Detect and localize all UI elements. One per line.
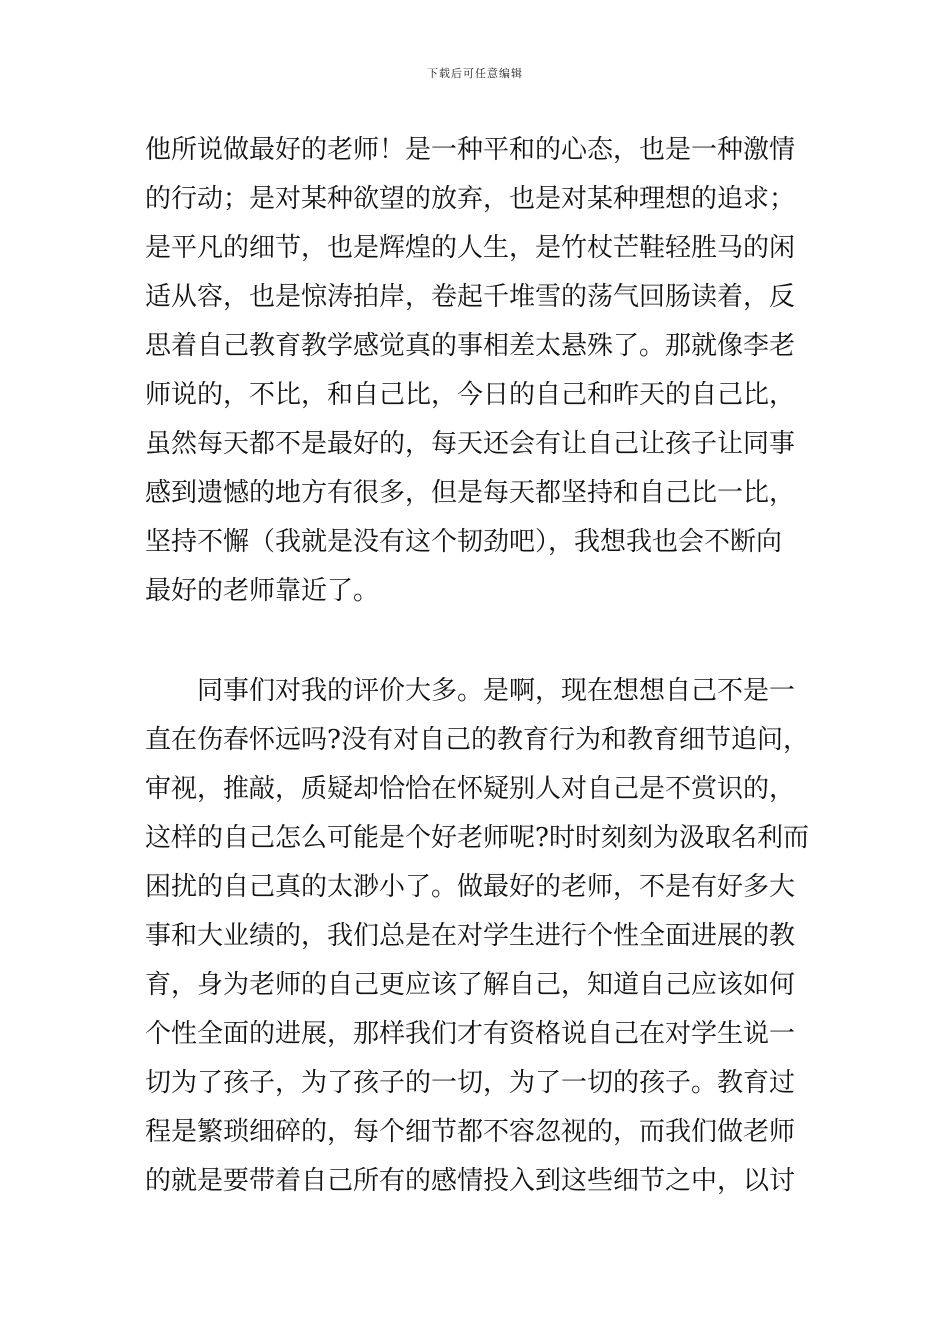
text-line: 的就是要带着自己所有的感情投入到这些细节之中，以讨 (145, 1166, 796, 1196)
text-line: 感到遗憾的地方有很多，但是每天都坚持和自己比一比， (145, 478, 796, 508)
text-line: 他所说做最好的老师！是一种平和的心态，也是一种激情 (145, 135, 796, 165)
text-line: 适从容，也是惊涛拍岸，卷起千堆雪的荡气回肠读着，反 (145, 282, 796, 312)
text-line: 事和大业绩的，我们总是在对学生进行个性全面进展的教 (145, 921, 796, 951)
text-line: 的行动；是对某种欲望的放弃，也是对某种理想的追求； (145, 184, 796, 214)
text-line: 审视，推敲，质疑却恰恰在怀疑别人对自己是不赏识的， (145, 774, 796, 804)
text-line: 程是繁琐细碎的，每个细节都不容忽视的，而我们做老师 (145, 1117, 796, 1147)
text-line: 直在伤春怀远吗?没有对自己的教育行为和教育细节追问， (145, 725, 809, 755)
text-line: 师说的，不比，和自己比，今日的自己和昨天的自己比， (145, 380, 796, 410)
text-line: 是平凡的细节，也是辉煌的人生，是竹杖芒鞋轻胜马的闲 (145, 233, 796, 263)
text-line: 个性全面的进展，那样我们才有资格说自己在对学生说一 (145, 1019, 796, 1049)
paragraph-1 (145, 126, 810, 616)
text-line: 坚持不懈（我就是没有这个韧劲吧），我想我也会不断向 (145, 527, 783, 557)
text-line: 这样的自己怎么可能是个好老师呢?时时刻刻为汲取名利而 (145, 823, 809, 853)
paragraph-2 (145, 667, 810, 1206)
page-header: 下载后可任意编辑 (427, 67, 523, 80)
text-line: 思着自己教育教学感觉真的事相差太悬殊了。那就像李老 (145, 331, 796, 361)
text-line: 困扰的自己真的太渺小了。做最好的老师，不是有好多大 (145, 872, 796, 902)
text-line: 同事们对我的评价大多。是啊，现在想想自己不是一 (197, 676, 796, 706)
text-line: 切为了孩子，为了孩子的一切，为了一切的孩子。教育过 (145, 1068, 796, 1098)
text-line: 育，身为老师的自己更应该了解自己，知道自己应该如何 (145, 970, 796, 1000)
text-line: 虽然每天都不是最好的，每天还会有让自己让孩子让同事 (145, 429, 796, 459)
text-line: 最好的老师靠近了。 (145, 576, 380, 606)
